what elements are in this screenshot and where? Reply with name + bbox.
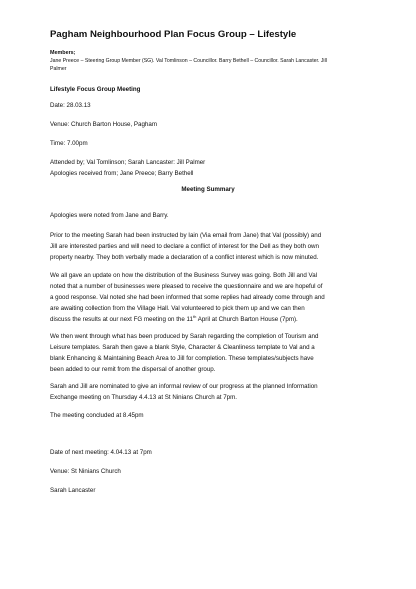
members-heading: Members;	[50, 50, 76, 56]
attendance	[50, 157, 368, 179]
paragraph-line: noted that a number of businesses were pleased to receive the questionnaire and we are hopeful of	[50, 283, 323, 290]
paragraph-line: We all gave an update on how the distribution of the Business Survey was going. Both Jill and Val	[50, 272, 318, 279]
paragraph-line: been added to our remit from the dispersal of another group.	[50, 366, 216, 373]
paragraph-line: a good response. Val noted she had been informed that some replies had already come through and	[50, 294, 325, 301]
paragraph-line: blank Enhancing & Maintaining Beach Area to Jill for completion. These templates/subjects have	[50, 355, 314, 362]
apologies-received: Apologies received from; Jane Preece; Barry Bethell	[50, 170, 194, 177]
paragraph-business-survey	[50, 270, 368, 325]
meeting-venue: Venue: Church Barton House, Pagham	[50, 121, 157, 128]
paragraph-line: Jill are interested parties and will need to declare a conflict of interest for the Dell as they both own	[50, 243, 319, 250]
members-list	[50, 57, 368, 73]
paragraph-line: discuss the results at our next FG meeting on the 11th April at Church Barton House (7pm).	[50, 313, 298, 323]
meeting-heading: Lifestyle Focus Group Meeting	[50, 86, 141, 93]
document-title: Pagham Neighbourhood Plan Focus Group – Lifestyle	[50, 29, 297, 40]
paragraph-line: Leisure templates. Sarah then gave a blank Style, Character & Cleanliness template to Val and a	[50, 344, 315, 351]
summary-heading: Meeting Summary	[181, 186, 235, 193]
next-meeting-venue: Venue: St Ninians Church	[50, 468, 121, 475]
members-line: Jane Preece – Steering Group Member (SG). Val Tomlinson – Councillor. Barry Bethell – Councillor. Sarah Lancaster. Jill	[50, 58, 327, 64]
paragraph-informal-review	[50, 381, 368, 403]
attended-by: Attended by; Val Tomlinson; Sarah Lancaster: Jill Palmer	[50, 159, 206, 166]
meeting-time: Time: 7.00pm	[50, 140, 88, 147]
paragraph-line: property nearby. They both verbally made a declaration of a conflict interest which is now minuted.	[50, 254, 319, 261]
paragraph-line: We then went through what has been produced by Sarah regarding the completion of Tourism and	[50, 333, 319, 340]
paragraph-line: Exchange meeting on Thursday 4.4.13 at St Ninians Church at 7pm.	[50, 394, 237, 401]
members-line: Palmer	[50, 66, 67, 72]
paragraph-meeting-concluded: The meeting concluded at 8.45pm	[50, 412, 144, 419]
signature-name: Sarah Lancaster	[50, 487, 96, 494]
meeting-date: Date: 28.03.13	[50, 102, 91, 109]
paragraph-line: Sarah and Jill are nominated to give an informal review of our progress at the planned Information	[50, 383, 318, 390]
paragraph-apologies: Apologies were noted from Jane and Barry.	[50, 212, 169, 219]
paragraph-conflict-of-interest	[50, 230, 368, 263]
paragraph-line: Prior to the meeting Sarah had been instructed by Iain (Via email from Jane) that Val (possibly) and	[50, 232, 322, 239]
next-meeting-date: Date of next meeting: 4.04.13 at 7pm	[50, 449, 152, 456]
paragraph-line: are awaiting collection from the Village Hall. Val volunteered to pick them up and we can then	[50, 305, 305, 312]
paragraph-templates	[50, 331, 368, 375]
